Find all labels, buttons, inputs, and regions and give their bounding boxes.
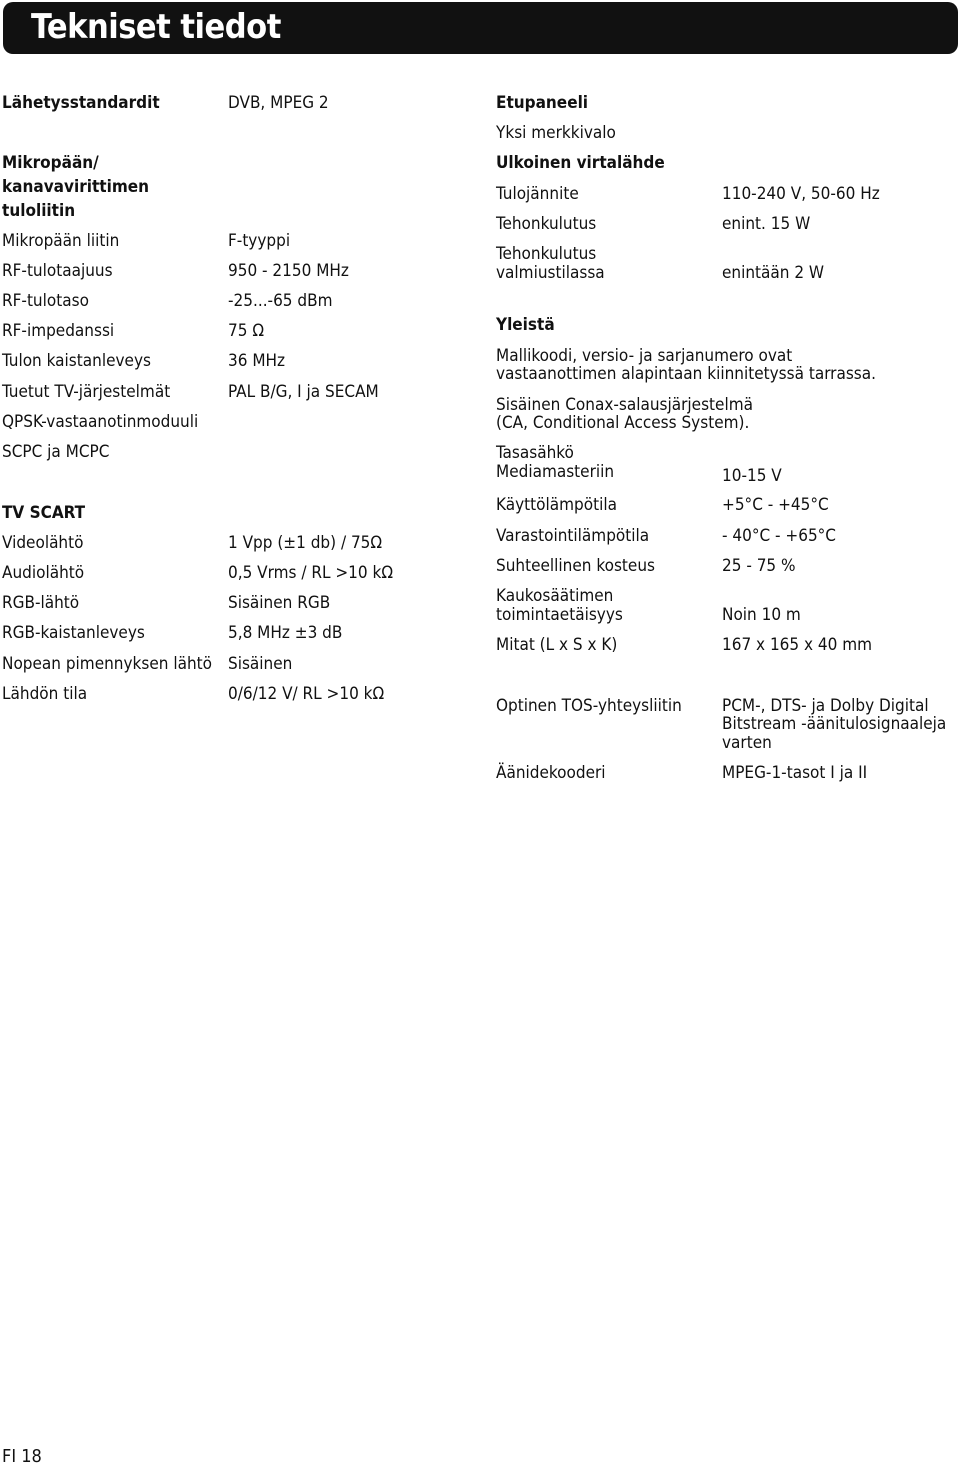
standby-value: enintään 2 W	[722, 263, 825, 283]
spec-label: Tuetut TV-järjestelmät	[2, 382, 171, 402]
remote-label-line-1: Kaukosäätimen	[496, 586, 614, 606]
spec-value: 5,8 MHz ±3 dB	[228, 623, 343, 643]
optical-value-line-3: varten	[722, 733, 772, 753]
spec-label: Audiolähtö	[2, 563, 85, 583]
remote-label-line-2: toimintaetäisyys	[496, 605, 623, 625]
spec-value: PAL B/G, I ja SECAM	[228, 382, 379, 402]
front-panel-text: Yksi merkkivalo	[496, 123, 616, 143]
lnb-heading-line-3: tuloliitin	[2, 201, 76, 221]
storage-temp-value: - 40°C - +65°C	[722, 526, 836, 546]
spec-label: QPSK-vastaanotinmoduuli	[2, 412, 199, 432]
standby-label-line-1: Tehonkulutus	[496, 244, 597, 264]
title-bar	[3, 2, 958, 54]
spec-label: Videolähtö	[2, 533, 84, 553]
humidity-label: Suhteellinen kosteus	[496, 556, 655, 576]
spec-value: 36 MHz	[228, 351, 286, 371]
lnb-heading-line-2: kanavavirittimen	[2, 177, 150, 197]
optical-label: Optinen TOS-yhteysliitin	[496, 696, 682, 716]
general-heading: Yleistä	[496, 315, 555, 335]
spec-label: RF-tulotaajuus	[2, 261, 113, 281]
page-number: FI 18	[2, 1446, 42, 1467]
power-consumption-label: Tehonkulutus	[496, 214, 597, 234]
storage-temp-label: Varastointilämpötila	[496, 526, 650, 546]
remote-value: Noin 10 m	[722, 605, 801, 625]
spec-value: 1 Vpp (±1 db) / 75Ω	[228, 533, 383, 553]
input-voltage-label: Tulojännite	[496, 184, 579, 204]
spec-value: 0/6/12 V/ RL >10 kΩ	[228, 684, 385, 704]
power-consumption-value: enint. 15 W	[722, 214, 811, 234]
broadcast-standards-label: Lähetysstandardit	[2, 93, 160, 113]
model-text-line-1: Mallikoodi, versio- ja sarjanumero ovat	[496, 346, 793, 366]
spec-label: RGB-kaistanleveys	[2, 623, 145, 643]
spec-label: Lähdön tila	[2, 684, 88, 704]
dc-label-line-1: Tasasähkö	[496, 443, 574, 463]
spec-value: 0,5 Vrms / RL >10 kΩ	[228, 563, 394, 583]
spec-label: RF-tulotaso	[2, 291, 89, 311]
spec-value: F-tyyppi	[228, 231, 291, 251]
spec-value: 950 - 2150 MHz	[228, 261, 349, 281]
spec-label: Mikropään liitin	[2, 231, 120, 251]
decoder-label: Äänidekooderi	[496, 763, 606, 783]
page-title: Tekniset tiedot	[31, 7, 281, 47]
spec-value: -25...-65 dBm	[228, 291, 333, 311]
spec-label: Nopean pimennyksen lähtö	[2, 654, 213, 674]
spec-value: Sisäinen RGB	[228, 593, 331, 613]
dimensions-label: Mitat (L x S x K)	[496, 635, 618, 655]
spec-label: RF-impedanssi	[2, 321, 115, 341]
optical-value-line-1: PCM-, DTS- ja Dolby Digital	[722, 696, 929, 716]
standby-label-line-2: valmiustilassa	[496, 263, 605, 283]
spec-value: 75 Ω	[228, 321, 265, 341]
spec-label: SCPC ja MCPC	[2, 442, 110, 462]
operating-temp-value: +5°C - +45°C	[722, 495, 829, 515]
input-voltage-value: 110-240 V, 50-60 Hz	[722, 184, 880, 204]
operating-temp-label: Käyttölämpötila	[496, 495, 617, 515]
front-panel-heading: Etupaneeli	[496, 93, 589, 113]
broadcast-standards-value: DVB, MPEG 2	[228, 93, 329, 113]
lnb-heading-line-1: Mikropään/	[2, 153, 99, 173]
conax-text-line-1: Sisäinen Conax-salausjärjestelmä	[496, 395, 753, 415]
spec-label: RGB-lähtö	[2, 593, 80, 613]
model-text-line-2: vastaanottimen alapintaan kiinnitetyssä tarrassa.	[496, 364, 876, 384]
scart-heading: TV SCART	[2, 503, 86, 523]
conax-text-line-2: (CA, Conditional Access System).	[496, 413, 750, 433]
power-supply-heading: Ulkoinen virtalähde	[496, 153, 665, 173]
humidity-value: 25 - 75 %	[722, 556, 796, 576]
decoder-value: MPEG-1-tasot I ja II	[722, 763, 868, 783]
dc-label-line-2: Mediamasteriin	[496, 462, 615, 482]
optical-value-line-2: Bitstream -äänitulosignaaleja	[722, 714, 947, 734]
dimensions-value: 167 x 165 x 40 mm	[722, 635, 873, 655]
spec-label: Tulon kaistanleveys	[2, 351, 151, 371]
dc-value: 10-15 V	[722, 466, 782, 486]
spec-value: Sisäinen	[228, 654, 293, 674]
